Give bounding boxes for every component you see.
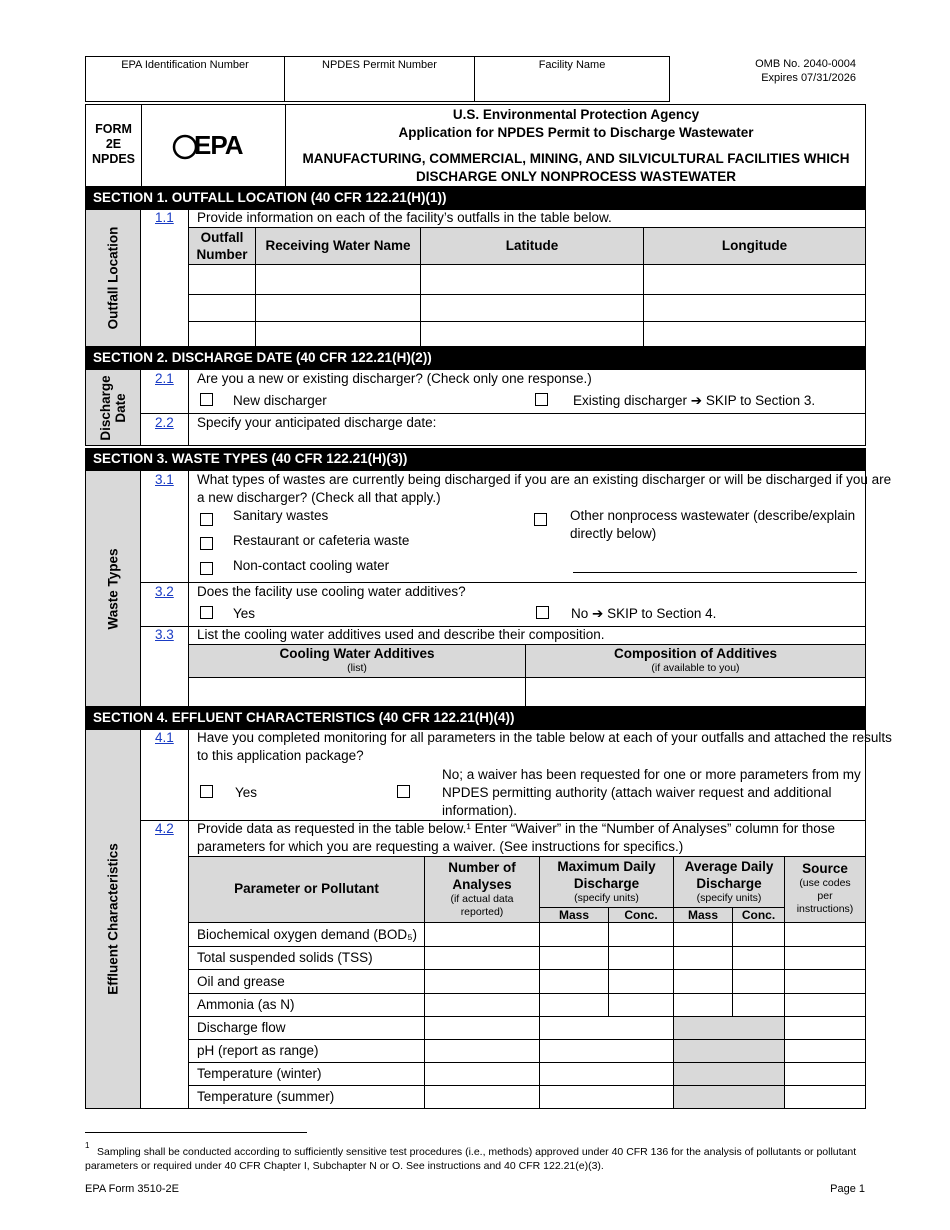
section-3-sidebar bbox=[85, 470, 141, 707]
col-max-conc: Conc. bbox=[624, 908, 658, 922]
form-subtitle-2: DISCHARGE ONLY NONPROCESS WASTEWATER bbox=[415, 169, 737, 184]
table-row-oil-grease: Oil and grease bbox=[197, 974, 285, 989]
cooling-additives-input[interactable] bbox=[189, 678, 525, 706]
col-receiving-water: Receiving Water Name bbox=[265, 238, 411, 253]
footnote-text: Sampling shall be conducted according to sufficiently sensitive test procedures (i.e., methods) approved under 40 CFR 136 for the analysis of pollutants or pollutant parameters or required under 40 CFR Chapter I, Subchapter N or O. See instructions and 40 CFR 122.21(e)(3). bbox=[85, 1146, 857, 1172]
table-row-tss: Total suspended solids (TSS) bbox=[197, 950, 373, 965]
discharge-date-input[interactable] bbox=[440, 414, 860, 444]
question-3-2-text: Does the facility use cooling water additives? bbox=[197, 584, 466, 599]
form-id: FORM 2E NPDES bbox=[91, 122, 136, 166]
facility-name-field[interactable] bbox=[474, 56, 670, 102]
outfall-number-input-3[interactable] bbox=[189, 322, 255, 346]
table-row-discharge-flow: Discharge flow bbox=[197, 1020, 286, 1035]
question-2-2-link[interactable]: 2.2 bbox=[155, 415, 174, 430]
application-title: Application for NPDES Permit to Discharge Wastewater bbox=[398, 125, 754, 140]
epa-logo-text: EPA bbox=[194, 130, 243, 160]
footnote-mark: 1 bbox=[85, 1141, 90, 1150]
col-cooling-additives: Cooling Water Additives (list) bbox=[279, 646, 435, 674]
page-number: Page 1 bbox=[830, 1183, 865, 1195]
col-max-daily: Maximum Daily Discharge (specify units) bbox=[557, 859, 656, 904]
restaurant-waste-label: Restaurant or cafeteria waste bbox=[233, 533, 410, 548]
epa-id-label: EPA Identification Number bbox=[121, 59, 249, 71]
question-3-1-link[interactable]: 3.1 bbox=[155, 472, 174, 487]
omb-number: OMB No. 2040-0004 bbox=[755, 58, 856, 70]
table-row-temp-winter: Temperature (winter) bbox=[197, 1066, 322, 1081]
receiving-water-input-2[interactable] bbox=[256, 295, 420, 321]
section-4-sidebar bbox=[85, 729, 141, 1109]
section-1-sidebar bbox=[85, 209, 141, 347]
existing-discharger-label: Existing discharger ➔ SKIP to Section 3. bbox=[573, 393, 816, 408]
latitude-input-1[interactable] bbox=[421, 265, 643, 294]
latitude-input-3[interactable] bbox=[421, 322, 643, 346]
section-4-side-label: Effluent Characteristics bbox=[105, 843, 121, 995]
new-discharger-checkbox[interactable] bbox=[200, 393, 213, 406]
noncontact-cooling-checkbox[interactable] bbox=[200, 562, 213, 575]
sanitary-wastes-checkbox[interactable] bbox=[200, 513, 213, 526]
col-outfall-number: Outfall Number bbox=[196, 230, 248, 262]
longitude-input-3[interactable] bbox=[644, 322, 865, 346]
form-subtitle-1: MANUFACTURING, COMMERCIAL, MINING, AND SILVICULTURAL FACILITIES WHICH bbox=[302, 151, 850, 166]
npdes-permit-field[interactable] bbox=[284, 56, 475, 102]
sanitary-wastes-label: Sanitary wastes bbox=[233, 508, 329, 523]
section-1-side-label: Outfall Location bbox=[105, 226, 121, 330]
additives-no-label: No ➔ SKIP to Section 4. bbox=[571, 606, 717, 621]
col-number-analyses: Number of Analyses (if actual data reported) bbox=[448, 860, 516, 918]
agency-name: U.S. Environmental Protection Agency bbox=[452, 107, 700, 122]
question-3-3-link[interactable]: 3.3 bbox=[155, 627, 174, 642]
other-nonprocess-label: Other nonprocess wastewater (describe/explain directly below) bbox=[570, 508, 856, 541]
section-2-sidebar bbox=[85, 369, 141, 446]
composition-input[interactable] bbox=[526, 678, 865, 706]
monitoring-yes-checkbox[interactable] bbox=[200, 785, 213, 798]
monitoring-yes-label: Yes bbox=[235, 785, 258, 800]
form-heading bbox=[286, 106, 866, 186]
longitude-input-1[interactable] bbox=[644, 265, 865, 294]
section-2-header: SECTION 2. DISCHARGE DATE (40 CFR 122.21(H)(2)) bbox=[85, 347, 866, 369]
section-3-header: SECTION 3. WASTE TYPES (40 CFR 122.21(H)(3)) bbox=[85, 448, 866, 470]
col-latitude: Latitude bbox=[505, 238, 559, 253]
col-source: Source (use codes per instructions) bbox=[796, 861, 854, 915]
monitoring-no-label: No; a waiver has been requested for one or more parameters from my NPDES permitting authority (attach waiver request and additional information). bbox=[442, 767, 861, 818]
facility-name-label: Facility Name bbox=[538, 59, 606, 71]
table-row-ph: pH (report as range) bbox=[197, 1043, 319, 1058]
latitude-input-2[interactable] bbox=[421, 295, 643, 321]
question-4-2-text: Provide data as requested in the table below.¹ Enter “Waiver” in the “Number of Analyses” column for those parameters for which you are requesting a waiver. (See instructions for specifics.) bbox=[197, 821, 836, 854]
col-composition: Composition of Additives (if available to you) bbox=[614, 646, 777, 674]
question-2-2-text: Specify your anticipated discharge date: bbox=[197, 415, 437, 430]
npdes-permit-label: NPDES Permit Number bbox=[322, 59, 437, 71]
restaurant-waste-checkbox[interactable] bbox=[200, 537, 213, 550]
col-max-mass: Mass bbox=[558, 908, 590, 922]
section-4-header: SECTION 4. EFFLUENT CHARACTERISTICS (40 CFR 122.21(H)(4)) bbox=[85, 707, 866, 729]
question-3-2-link[interactable]: 3.2 bbox=[155, 584, 174, 599]
col-longitude: Longitude bbox=[721, 238, 788, 253]
col-avg-daily: Average Daily Discharge (specify units) bbox=[684, 859, 774, 904]
expiration-date: Expires 07/31/2026 bbox=[761, 72, 856, 84]
question-1-1-text: Provide information on each of the facility’s outfalls in the table below. bbox=[197, 210, 612, 225]
section-3-side-label: Waste Types bbox=[105, 547, 121, 630]
form-number: EPA Form 3510-2E bbox=[85, 1183, 179, 1195]
receiving-water-input-1[interactable] bbox=[256, 265, 420, 294]
question-4-2-link[interactable]: 4.2 bbox=[155, 821, 174, 836]
additives-yes-label: Yes bbox=[233, 606, 256, 621]
receiving-water-input-3[interactable] bbox=[256, 322, 420, 346]
section-1-header: SECTION 1. OUTFALL LOCATION (40 CFR 122.21(H)(1)) bbox=[85, 187, 866, 209]
section-2-side-label: Discharge Date bbox=[98, 374, 128, 441]
question-4-1-link[interactable]: 4.1 bbox=[155, 730, 174, 745]
existing-discharger-checkbox[interactable] bbox=[535, 393, 548, 406]
new-discharger-label: New discharger bbox=[233, 393, 327, 408]
col-avg-conc: Conc. bbox=[741, 908, 776, 922]
outfall-number-input-1[interactable] bbox=[189, 265, 255, 294]
longitude-input-2[interactable] bbox=[644, 295, 865, 321]
table-row-temp-summer: Temperature (summer) bbox=[197, 1089, 335, 1104]
epa-id-field[interactable] bbox=[85, 56, 285, 102]
question-4-1-text: Have you completed monitoring for all parameters in the table below at each of your outfalls and attached the results to this application package? bbox=[197, 730, 892, 763]
other-nonprocess-checkbox[interactable] bbox=[534, 513, 547, 526]
other-nonprocess-input-line[interactable] bbox=[573, 572, 857, 573]
table-row-bod: Biochemical oxygen demand (BOD₅) bbox=[197, 927, 418, 942]
table-row-ammonia: Ammonia (as N) bbox=[197, 997, 295, 1012]
question-3-3-text: List the cooling water additives used and describe their composition. bbox=[197, 627, 605, 642]
outfall-number-input-2[interactable] bbox=[189, 295, 255, 321]
question-1-1-link[interactable]: 1.1 bbox=[155, 210, 174, 225]
question-2-1-text: Are you a new or existing discharger? (Check only one response.) bbox=[197, 371, 592, 386]
col-avg-mass: Mass bbox=[687, 908, 719, 922]
col-parameter: Parameter or Pollutant bbox=[234, 881, 379, 896]
additives-yes-checkbox[interactable] bbox=[200, 606, 213, 619]
monitoring-no-checkbox[interactable] bbox=[397, 785, 410, 798]
question-2-1-link[interactable]: 2.1 bbox=[155, 371, 174, 386]
question-3-1-text: What types of wastes are currently being discharged if you are an existing discharger or will be discharged if you are a new discharger? (Check all that apply.) bbox=[197, 472, 892, 505]
additives-no-checkbox[interactable] bbox=[536, 606, 549, 619]
noncontact-cooling-label: Non-contact cooling water bbox=[233, 558, 390, 573]
